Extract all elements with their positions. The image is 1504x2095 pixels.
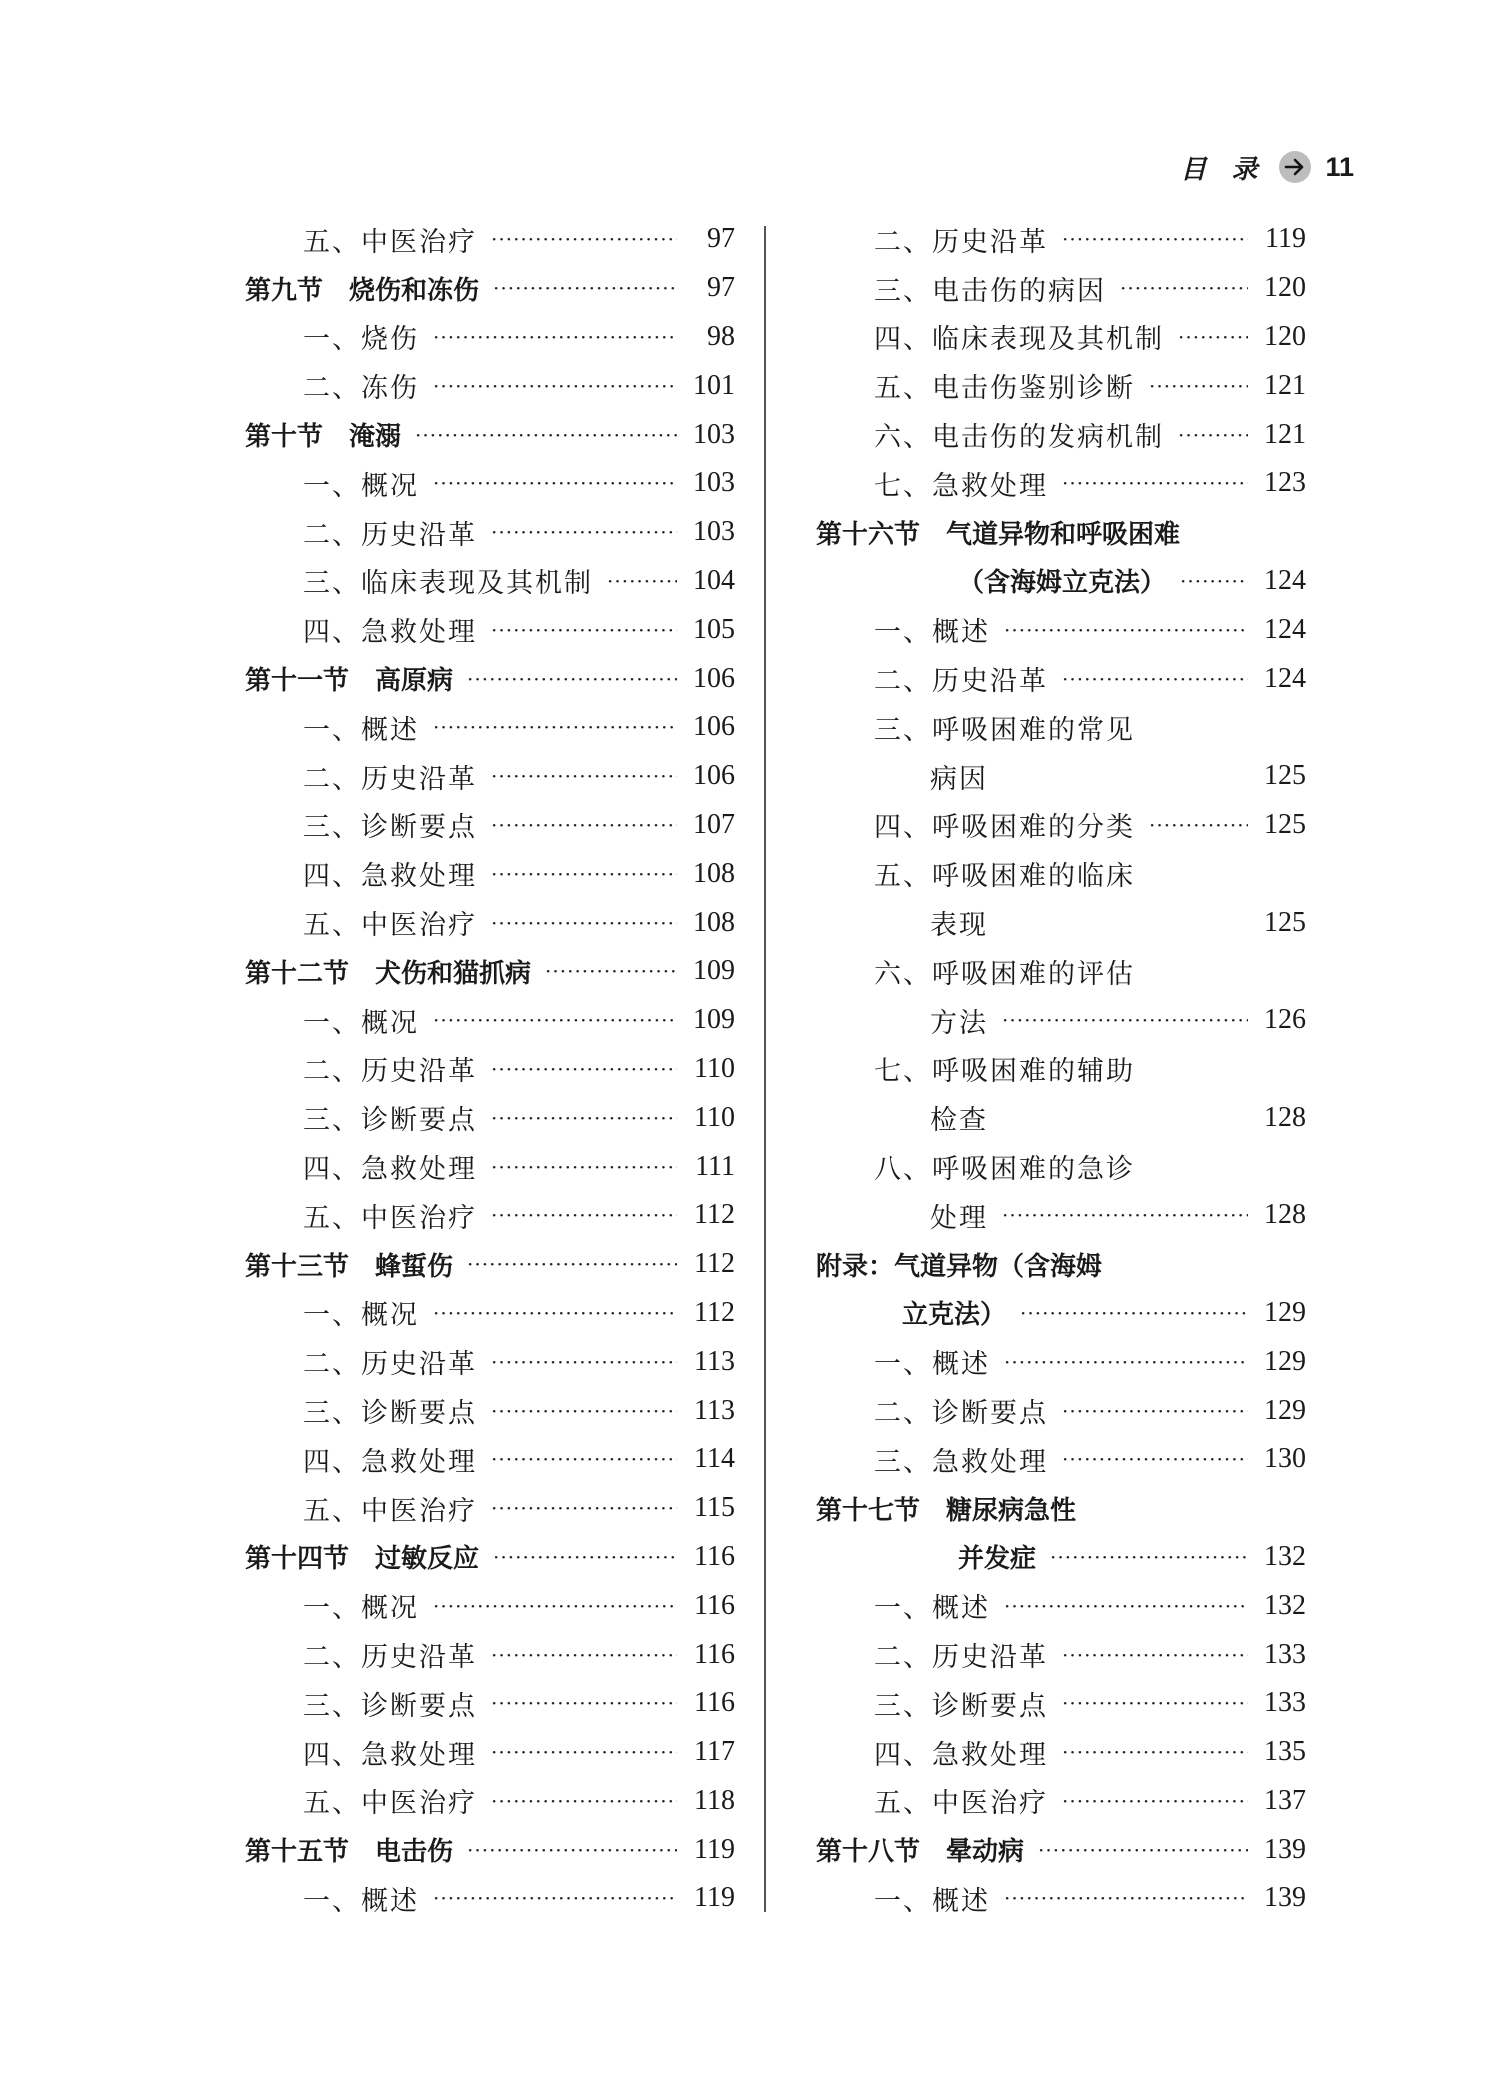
toc-entry-page: 97	[707, 223, 735, 255]
toc-entry[interactable]	[816, 1728, 1306, 1777]
dot-leader	[1178, 325, 1248, 349]
toc-section-entry[interactable]	[245, 947, 735, 996]
toc-entry-page: 118	[694, 1784, 735, 1816]
toc-entry-page: 116	[694, 1589, 735, 1621]
toc-entry-title: 四、急救处理	[303, 1739, 477, 1771]
dot-leader	[1062, 1691, 1248, 1715]
toc-entry-title: 第十七节 糖尿病急性	[816, 1495, 1077, 1526]
toc-entry[interactable]	[245, 215, 735, 264]
toc-entry-title: 二、历史沿革	[303, 519, 477, 551]
toc-entry[interactable]	[245, 1191, 735, 1240]
dot-leader	[491, 1106, 677, 1130]
dot-leader	[1002, 1203, 1248, 1227]
toc-entry-page: 139	[1264, 1882, 1306, 1914]
toc-section-entry[interactable]	[245, 410, 735, 459]
toc-entry-page: 116	[694, 1540, 735, 1572]
dot-leader	[433, 325, 677, 349]
toc-entry-page: 129	[1264, 1296, 1306, 1328]
dot-leader	[491, 1057, 677, 1081]
toc-entry[interactable]	[816, 264, 1306, 313]
toc-entry-title: 四、临床表现及其机制	[874, 324, 1164, 356]
dot-leader	[467, 1838, 677, 1862]
toc-section-entry[interactable]	[816, 508, 1306, 557]
toc-entry[interactable]	[816, 1045, 1306, 1094]
toc-entry-title: 一、概况	[303, 1593, 419, 1625]
toc-entry-title: 五、中医治疗	[303, 910, 477, 942]
toc-entry-title: 三、急救处理	[874, 1446, 1048, 1478]
dot-leader	[1062, 227, 1248, 251]
dot-leader	[1002, 1008, 1248, 1032]
toc-entry[interactable]	[245, 1337, 735, 1386]
toc-entry[interactable]	[816, 361, 1306, 410]
toc-section-entry[interactable]	[245, 654, 735, 703]
toc-entry-title: 三、电击伤的病因	[874, 275, 1106, 307]
dot-leader	[491, 1789, 677, 1813]
toc-entry-title: （含海姆立克法）	[958, 568, 1167, 599]
toc-entry-page: 125	[1264, 760, 1306, 792]
toc-entry-page: 133	[1264, 1638, 1306, 1670]
toc-entry[interactable]	[245, 849, 735, 898]
header-title: 目 录	[1180, 154, 1266, 185]
toc-entry[interactable]	[816, 459, 1306, 508]
toc-entry-page: 115	[694, 1492, 735, 1524]
dot-leader	[1149, 813, 1248, 837]
toc-entry[interactable]	[816, 1386, 1306, 1435]
toc-entry-page: 103	[693, 418, 735, 450]
dot-leader	[491, 1691, 677, 1715]
toc-entry-title: 四、急救处理	[303, 1154, 477, 1186]
page-number: 11	[1325, 151, 1354, 182]
toc-entry-page: 97	[707, 272, 735, 304]
toc-entry-page: 128	[1264, 1199, 1306, 1231]
toc-entry-title: 第十五节 电击伤	[245, 1837, 454, 1868]
dot-leader	[1020, 1301, 1248, 1325]
dot-leader	[1180, 569, 1248, 593]
toc-entry-title: 五、中医治疗	[303, 1495, 477, 1527]
toc-entry-page: 125	[1264, 808, 1306, 840]
dot-leader	[607, 569, 677, 593]
toc-entry-title: 四、急救处理	[874, 1739, 1048, 1771]
toc-section-entry[interactable]	[245, 1825, 735, 1874]
toc-entry[interactable]	[245, 313, 735, 362]
toc-entry[interactable]	[816, 1679, 1306, 1728]
toc-left-column	[245, 215, 735, 1923]
toc-entry-title: 五、中医治疗	[874, 1788, 1048, 1820]
dot-leader	[491, 1643, 677, 1667]
dot-leader	[415, 423, 677, 447]
toc-entry[interactable]	[245, 459, 735, 508]
toc-entry[interactable]	[245, 1679, 735, 1728]
toc-entry-title: 四、急救处理	[303, 1446, 477, 1478]
toc-entry-page: 104	[693, 564, 735, 596]
dot-leader	[1062, 1643, 1248, 1667]
toc-entry-title: 三、诊断要点	[303, 1690, 477, 1722]
dot-leader	[493, 276, 677, 300]
toc-entry[interactable]	[245, 996, 735, 1045]
toc-entry-page: 109	[693, 955, 735, 987]
toc-entry-title: 第十四节 过敏反应	[245, 1544, 480, 1575]
toc-entry-title: 一、概述	[874, 617, 990, 649]
toc-entry-title: 七、急救处理	[874, 470, 1048, 502]
dot-leader	[433, 1886, 677, 1910]
toc-entry-title: 二、历史沿革	[303, 1349, 477, 1381]
toc-entry-title: 五、电击伤鉴别诊断	[874, 373, 1135, 405]
dot-leader	[491, 1399, 677, 1423]
toc-entry[interactable]	[816, 1093, 1306, 1142]
toc-entry[interactable]	[816, 703, 1306, 752]
dot-leader	[1062, 1740, 1248, 1764]
toc-entry[interactable]	[245, 1728, 735, 1777]
toc-entry-page: 132	[1264, 1589, 1306, 1621]
dot-leader	[491, 813, 677, 837]
toc-entry-title: 二、历史沿革	[874, 226, 1048, 258]
dot-leader	[491, 1496, 677, 1520]
toc-entry[interactable]	[245, 1777, 735, 1826]
dot-leader	[491, 1155, 677, 1179]
toc-entry-title: 第十一节 高原病	[245, 666, 454, 697]
toc-entry-title: 附录：气道异物（含海姆	[816, 1251, 1103, 1282]
toc-entry-page: 130	[1264, 1443, 1306, 1475]
toc-entry-title: 七、呼吸困难的辅助	[874, 1056, 1135, 1088]
dot-leader	[491, 520, 677, 544]
toc-entry[interactable]	[816, 313, 1306, 362]
toc-entry[interactable]	[816, 1630, 1306, 1679]
toc-entry-title: 一、烧伤	[303, 324, 419, 356]
toc-entry-title: 并发症	[958, 1544, 1037, 1575]
toc-entry[interactable]	[245, 1484, 735, 1533]
toc-entry-page: 139	[1264, 1833, 1306, 1865]
toc-entry-page: 112	[694, 1296, 735, 1328]
toc-entry[interactable]	[245, 1386, 735, 1435]
toc-entry[interactable]	[816, 557, 1306, 606]
toc-entry-title: 四、呼吸困难的分类	[874, 812, 1135, 844]
toc-entry-title: 五、呼吸困难的临床	[874, 861, 1135, 893]
toc-entry-page: 111	[695, 1150, 735, 1182]
toc-entry[interactable]	[816, 1142, 1306, 1191]
toc-entry-page: 126	[1264, 1004, 1306, 1036]
toc-entry-page: 106	[693, 662, 735, 694]
dot-leader	[433, 1594, 677, 1618]
toc-entry-title: 第十二节 犬伤和猫抓病	[245, 958, 532, 989]
dot-leader	[1050, 1545, 1248, 1569]
toc-entry-page: 112	[694, 1248, 735, 1280]
dot-leader	[1062, 1399, 1248, 1423]
toc-entry-title: 方法	[930, 1007, 988, 1039]
toc-entry-page: 98	[707, 320, 735, 352]
toc-entry-title: 三、诊断要点	[303, 812, 477, 844]
toc-entry[interactable]	[816, 1533, 1306, 1582]
dot-leader	[491, 227, 677, 251]
toc-entry-page: 106	[693, 760, 735, 792]
toc-entry[interactable]	[245, 1289, 735, 1338]
toc-entry-title: 三、呼吸困难的常见	[874, 714, 1135, 746]
toc-entry[interactable]	[245, 1435, 735, 1484]
toc-entry-title: 二、历史沿革	[874, 1642, 1048, 1673]
dot-leader	[1004, 618, 1248, 642]
toc-entry-page: 120	[1264, 272, 1306, 304]
toc-entry-title: 一、概况	[303, 470, 419, 502]
toc-entry-page: 106	[693, 711, 735, 743]
dot-leader	[545, 959, 677, 983]
toc-entry-title: 第十三节 蜂蜇伤	[245, 1251, 454, 1282]
dot-leader	[491, 1203, 677, 1227]
toc-entry-title: 三、诊断要点	[303, 1105, 477, 1137]
toc-entry-page: 125	[1264, 906, 1306, 938]
toc-entry[interactable]	[245, 1045, 735, 1094]
toc-entry[interactable]	[245, 1142, 735, 1191]
toc-entry[interactable]	[816, 849, 1306, 898]
toc-entry[interactable]	[816, 1337, 1306, 1386]
toc-entry-title: 二、诊断要点	[874, 1398, 1048, 1430]
toc-entry[interactable]	[245, 605, 735, 654]
toc-entry-title: 三、临床表现及其机制	[303, 568, 593, 600]
toc-entry-page: 124	[1264, 662, 1306, 694]
toc-entry-page: 137	[1264, 1784, 1306, 1816]
dot-leader	[467, 667, 677, 691]
toc-entry-title: 二、历史沿革	[303, 1056, 477, 1088]
toc-entry-title: 五、中医治疗	[303, 226, 477, 258]
dot-leader	[1004, 1350, 1248, 1374]
toc-entry-title: 处理	[930, 1202, 988, 1234]
toc-entry[interactable]	[245, 1093, 735, 1142]
toc-entry-title: 一、概况	[303, 1007, 419, 1039]
toc-entry-page: 133	[1264, 1687, 1306, 1719]
toc-entry-page: 117	[694, 1736, 735, 1768]
dot-leader	[1062, 1447, 1248, 1471]
toc-entry[interactable]	[816, 605, 1306, 654]
toc-entry-title: 第九节 烧伤和冻伤	[245, 275, 480, 306]
toc-entry-title: 一、概述	[303, 1885, 419, 1917]
toc-entry[interactable]	[245, 557, 735, 606]
toc-entry-page: 113	[694, 1394, 735, 1426]
toc-entry-page: 124	[1264, 613, 1306, 645]
dot-leader	[1062, 1789, 1248, 1813]
toc-entry[interactable]	[245, 508, 735, 557]
dot-leader	[491, 1447, 677, 1471]
dot-leader	[1004, 1594, 1248, 1618]
column-divider	[764, 226, 766, 1912]
toc-entry-page: 121	[1264, 369, 1306, 401]
toc-entry[interactable]	[245, 1581, 735, 1630]
toc-entry-title: 表现	[930, 910, 988, 942]
dot-leader	[433, 374, 677, 398]
toc-entry-title: 五、中医治疗	[303, 1788, 477, 1820]
toc-entry-page: 114	[694, 1443, 735, 1475]
dot-leader	[1120, 276, 1248, 300]
toc-entry-page: 119	[694, 1833, 735, 1865]
toc-entry-page: 121	[1264, 418, 1306, 450]
dot-leader	[493, 1545, 677, 1569]
toc-entry[interactable]	[245, 898, 735, 947]
dot-leader	[491, 1350, 677, 1374]
toc-entry-title: 四、急救处理	[303, 861, 477, 893]
toc-entry-page: 113	[694, 1345, 735, 1377]
toc-entry-title: 五、中医治疗	[303, 1202, 477, 1234]
toc-entry[interactable]	[816, 215, 1306, 264]
toc-section-entry[interactable]	[245, 264, 735, 313]
toc-entry-title: 一、概况	[303, 1300, 419, 1332]
toc-entry[interactable]	[816, 801, 1306, 850]
toc-entry-title: 八、呼吸困难的急诊	[874, 1154, 1135, 1186]
toc-entry-page: 105	[693, 613, 735, 645]
dot-leader	[433, 715, 677, 739]
dot-leader	[491, 764, 677, 788]
toc-entry[interactable]	[816, 1581, 1306, 1630]
toc-entry-page: 112	[694, 1199, 735, 1231]
toc-entry-page: 124	[1264, 564, 1306, 596]
toc-entry[interactable]	[816, 410, 1306, 459]
toc-section-entry[interactable]	[245, 1240, 735, 1289]
toc-entry[interactable]	[245, 801, 735, 850]
toc-entry[interactable]	[816, 996, 1306, 1045]
toc-entry-title: 三、诊断要点	[303, 1398, 477, 1430]
toc-entry-title: 病因	[930, 763, 988, 795]
toc-entry-page: 101	[693, 369, 735, 401]
dot-leader	[1004, 1886, 1248, 1910]
toc-entry-page: 108	[693, 906, 735, 938]
toc-entry-page: 109	[693, 1004, 735, 1036]
toc-entry-page: 132	[1264, 1540, 1306, 1572]
toc-entry-title: 四、急救处理	[303, 617, 477, 649]
toc-entry-page: 107	[693, 808, 735, 840]
dot-leader	[1038, 1838, 1248, 1862]
toc-entry-title: 三、诊断要点	[874, 1690, 1048, 1722]
toc-entry[interactable]	[816, 1289, 1306, 1338]
dot-leader	[433, 471, 677, 495]
toc-entry[interactable]	[816, 1777, 1306, 1826]
toc-entry-page: 108	[693, 857, 735, 889]
toc-entry[interactable]	[245, 752, 735, 801]
dot-leader	[1149, 374, 1248, 398]
toc-entry-title: 二、历史沿革	[303, 1642, 477, 1673]
running-header	[1180, 147, 1354, 187]
toc-entry-page: 135	[1264, 1736, 1306, 1768]
toc-entry-title: 第十节 淹溺	[245, 422, 402, 453]
toc-entry-title: 一、概述	[874, 1349, 990, 1381]
toc-entry[interactable]	[245, 361, 735, 410]
toc-entry-title: 二、冻伤	[303, 373, 419, 405]
dot-leader	[433, 1301, 677, 1325]
toc-entry-title: 检查	[930, 1105, 988, 1137]
toc-entry-page: 128	[1264, 1101, 1306, 1133]
toc-section-entry[interactable]	[816, 1825, 1306, 1874]
toc-entry-title: 六、呼吸困难的评估	[874, 958, 1135, 990]
toc-entry-page: 110	[694, 1101, 735, 1133]
toc-entry[interactable]	[816, 752, 1306, 801]
toc-entry-page: 103	[693, 516, 735, 548]
toc-entry-title: 第十八节 晕动病	[816, 1837, 1025, 1868]
toc-entry[interactable]	[816, 898, 1306, 947]
toc-entry[interactable]	[245, 703, 735, 752]
dot-leader	[491, 911, 677, 935]
toc-entry-page: 119	[1265, 223, 1306, 255]
dot-leader	[491, 862, 677, 886]
toc-entry[interactable]	[816, 1191, 1306, 1240]
toc-entry-page: 129	[1264, 1394, 1306, 1426]
toc-entry[interactable]	[816, 947, 1306, 996]
dot-leader	[491, 1740, 677, 1764]
toc-entry-title: 第十六节 气道异物和呼吸困难	[816, 519, 1181, 550]
dot-leader	[1178, 423, 1248, 447]
toc-entry-title: 二、历史沿革	[874, 666, 1048, 698]
dot-leader	[491, 618, 677, 642]
toc-entry-page: 119	[694, 1882, 735, 1914]
toc-entry-page: 110	[694, 1052, 735, 1084]
arrow-right-icon	[1279, 151, 1311, 183]
toc-entry[interactable]	[816, 1435, 1306, 1484]
toc-entry-title: 一、概述	[303, 714, 419, 746]
toc-entry-page: 103	[693, 467, 735, 499]
toc-entry-page: 120	[1264, 320, 1306, 352]
toc-entry[interactable]	[245, 1630, 735, 1679]
toc-entry-title: 一、概述	[874, 1885, 990, 1917]
toc-entry-title: 立克法）	[902, 1300, 1007, 1331]
toc-entry[interactable]	[816, 1874, 1306, 1923]
toc-section-entry[interactable]	[816, 1484, 1306, 1533]
toc-entry-title: 一、概述	[874, 1593, 990, 1625]
toc-section-entry[interactable]	[816, 1240, 1306, 1289]
dot-leader	[1062, 471, 1248, 495]
toc-entry-page: 116	[694, 1638, 735, 1670]
toc-section-entry[interactable]	[245, 1533, 735, 1582]
dot-leader	[1062, 667, 1248, 691]
toc-right-column	[816, 215, 1306, 1923]
toc-entry-page: 123	[1264, 467, 1306, 499]
dot-leader	[433, 1008, 677, 1032]
toc-entry-page: 116	[694, 1687, 735, 1719]
toc-entry[interactable]	[816, 654, 1306, 703]
toc-entry-title: 二、历史沿革	[303, 763, 477, 795]
toc-entry-page: 129	[1264, 1345, 1306, 1377]
toc-entry-title: 六、电击伤的发病机制	[874, 422, 1164, 454]
toc-entry[interactable]	[245, 1874, 735, 1923]
dot-leader	[467, 1252, 677, 1276]
